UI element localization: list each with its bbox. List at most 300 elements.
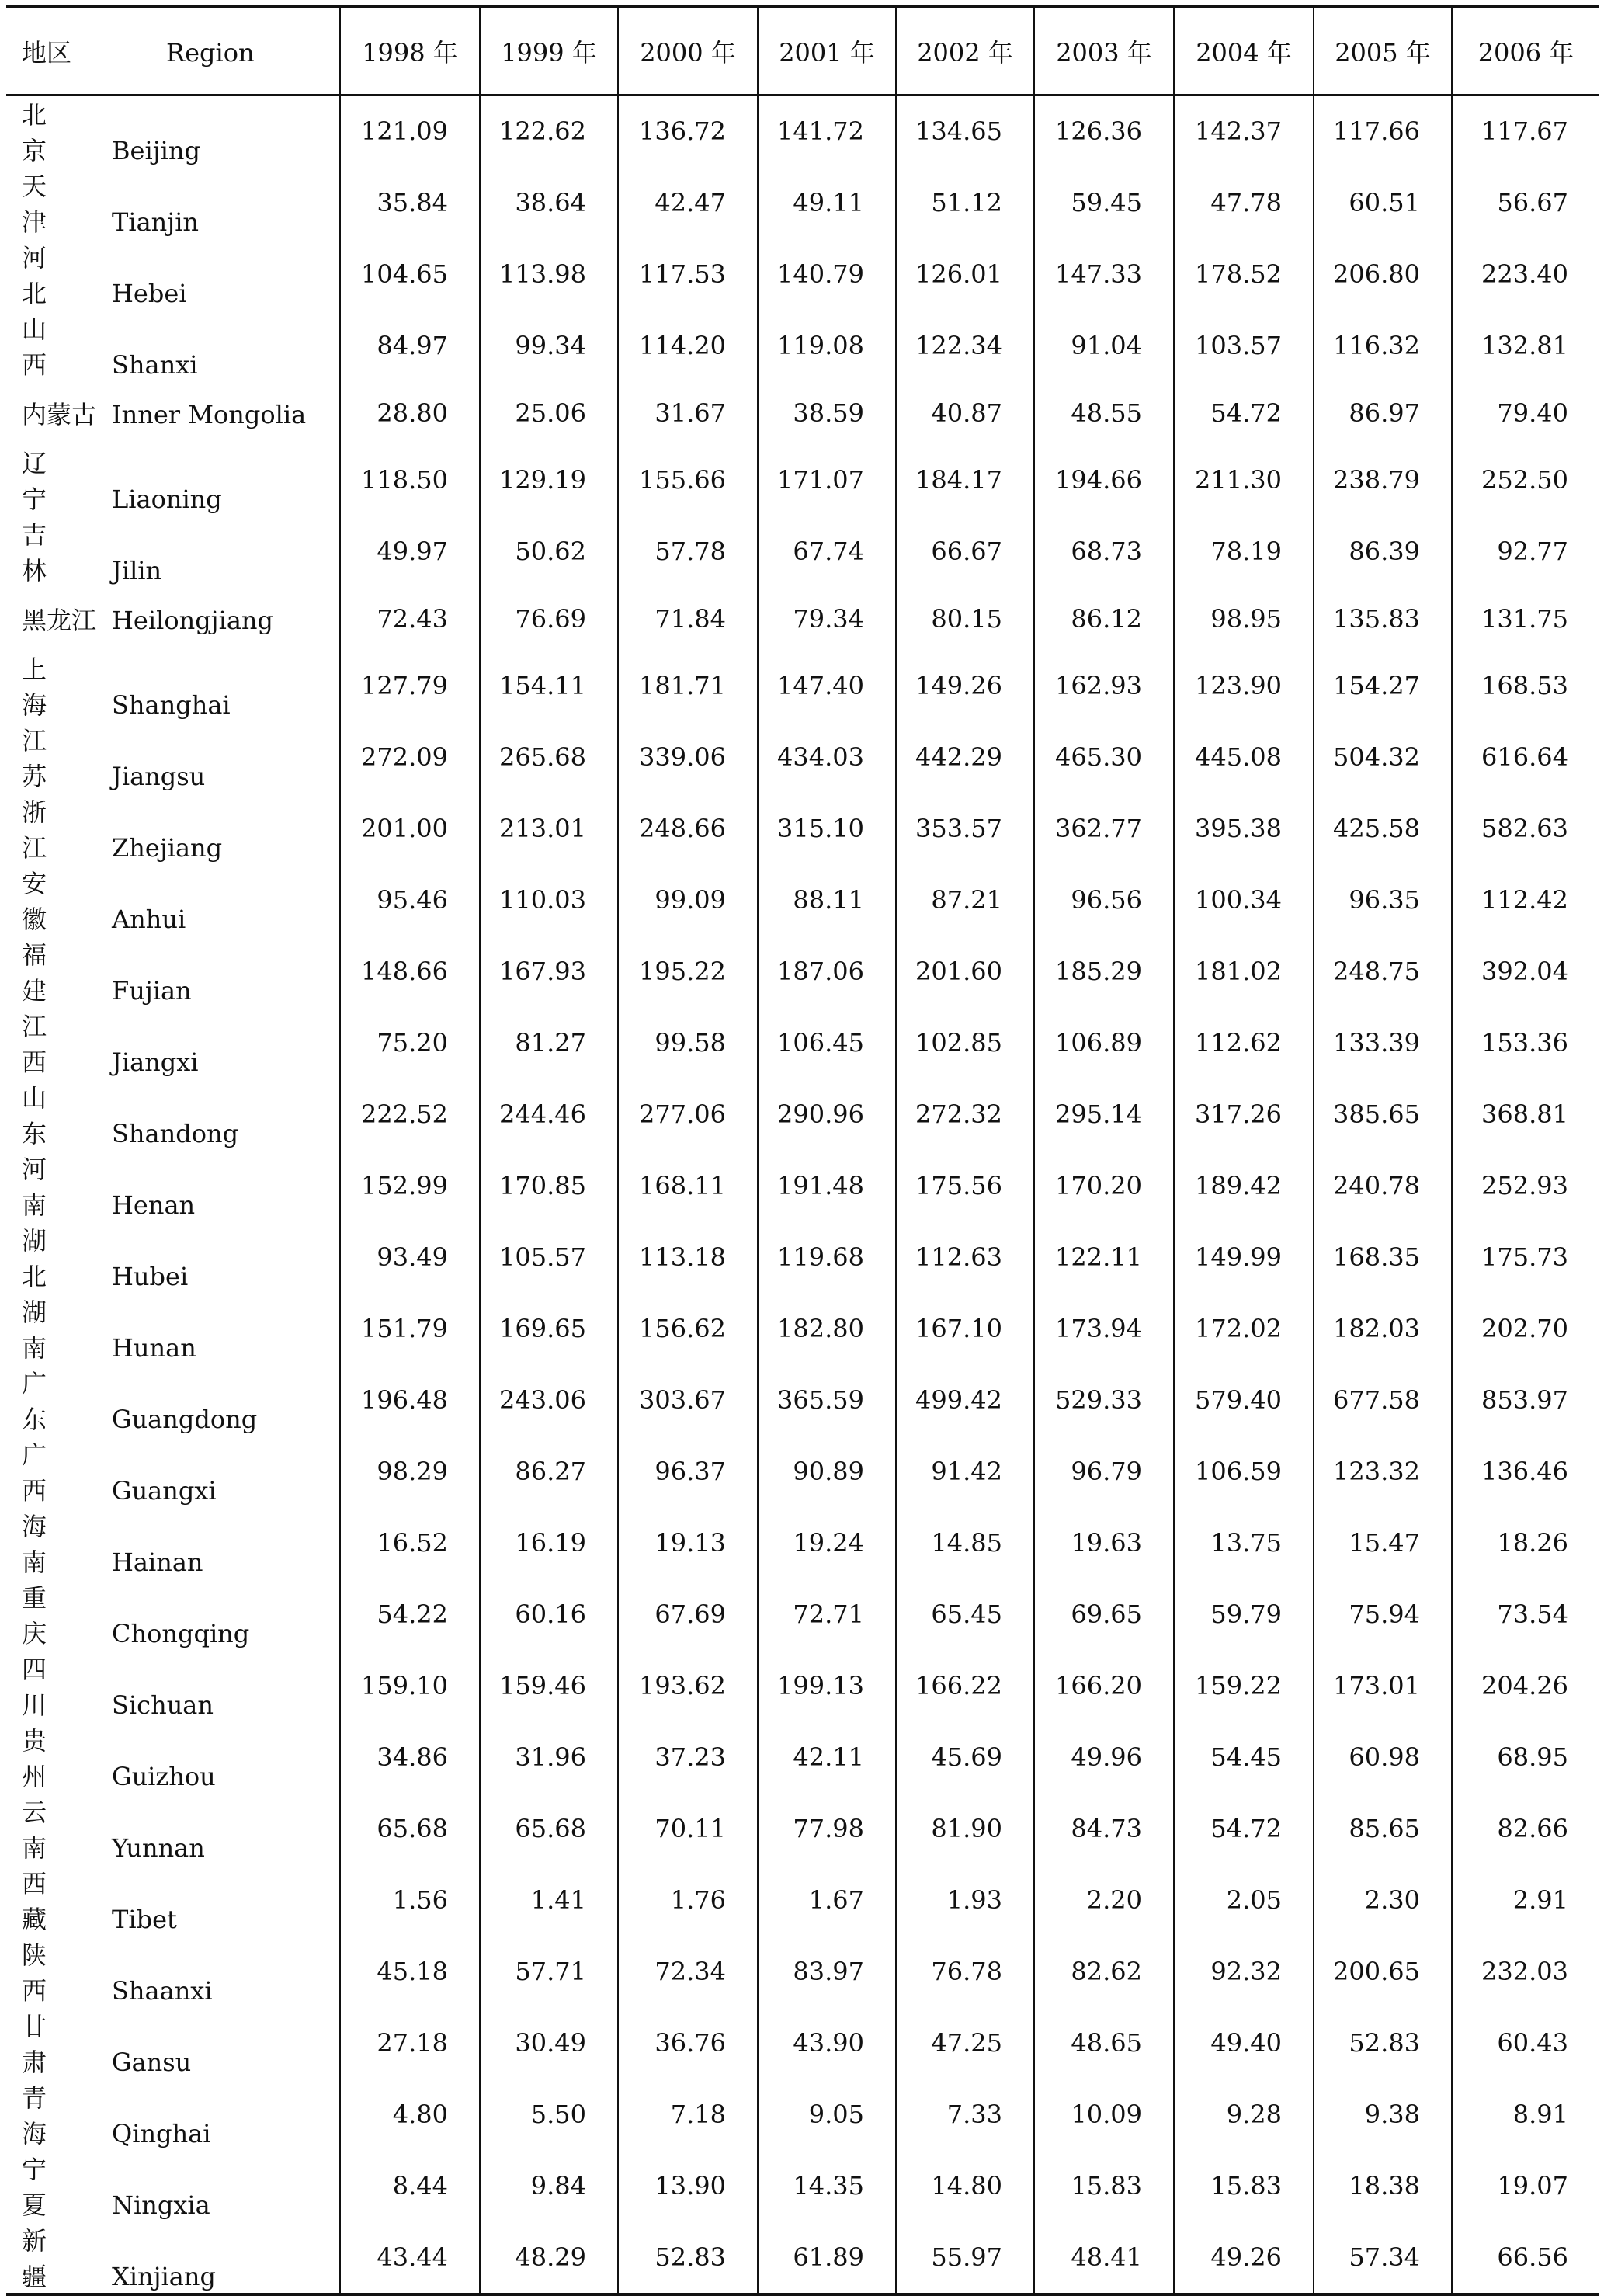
value-cell: 8.44	[340, 2150, 480, 2221]
value-cell: 38.64	[480, 167, 618, 238]
value-cell: 303.67	[618, 1364, 758, 1436]
region-cell	[6, 1150, 340, 1221]
table-row	[6, 650, 1599, 721]
header-year: 2003 年	[1034, 6, 1174, 95]
value-cell: 52.83	[618, 2221, 758, 2294]
value-cell: 133.39	[1314, 1007, 1452, 1079]
value-cell: 86.27	[480, 1436, 618, 1507]
value-cell: 57.34	[1314, 2221, 1452, 2294]
region-name-cn: 海 南	[22, 1512, 68, 1578]
value-cell: 55.97	[896, 2221, 1034, 2294]
value-cell: 49.11	[758, 167, 896, 238]
region-cell	[6, 310, 340, 381]
value-cell: 1.41	[480, 1864, 618, 1936]
region-name-cn: 福 建	[22, 940, 68, 1006]
table-row	[6, 1793, 1599, 1864]
value-cell: 100.34	[1174, 864, 1314, 936]
value-cell: 25.06	[480, 381, 618, 444]
value-cell: 135.83	[1314, 587, 1452, 650]
value-cell: 170.20	[1034, 1150, 1174, 1221]
region-name-en: Guizhou	[112, 1762, 216, 1792]
value-cell: 93.49	[340, 1221, 480, 1293]
value-cell: 126.36	[1034, 95, 1174, 167]
value-cell: 181.02	[1174, 936, 1314, 1007]
value-cell: 16.52	[340, 1507, 480, 1579]
value-cell: 159.46	[480, 1650, 618, 1721]
region-name-cn: 河 南	[22, 1155, 68, 1221]
value-cell: 222.52	[340, 1079, 480, 1150]
value-cell: 52.83	[1314, 2007, 1452, 2079]
value-cell: 122.62	[480, 95, 618, 167]
value-cell: 200.65	[1314, 1936, 1452, 2007]
region-name-en: Hainan	[112, 1547, 203, 1578]
value-cell: 71.84	[618, 587, 758, 650]
value-cell: 66.56	[1452, 2221, 1599, 2294]
region-name-cn: 河 北	[22, 243, 68, 308]
value-cell: 252.50	[1481, 465, 1568, 495]
value-cell: 91.04	[1034, 310, 1174, 381]
value-cell: 79.40	[1497, 398, 1568, 428]
value-cell: 187.06	[758, 936, 896, 1007]
value-cell: 445.08	[1174, 721, 1314, 793]
region-name-en: Jiangxi	[112, 1047, 199, 1078]
region-cell	[6, 721, 340, 793]
region-name-cn: 浙 江	[22, 797, 68, 863]
value-cell: 112.63	[896, 1221, 1034, 1293]
region-cell	[6, 1364, 340, 1436]
value-cell: 167.10	[896, 1293, 1034, 1364]
value-cell: 105.57	[480, 1221, 618, 1293]
value-cell: 1.56	[340, 1864, 480, 1936]
value-cell: 84.73	[1034, 1793, 1174, 1864]
value-cell: 529.33	[1034, 1364, 1174, 1436]
value-cell: 77.98	[758, 1793, 896, 1864]
value-cell: 96.35	[1314, 864, 1452, 936]
region-name-en: Sichuan	[112, 1690, 214, 1721]
region-name-cn: 贵 州	[22, 1726, 68, 1792]
value-cell: 159.10	[340, 1650, 480, 1721]
value-cell: 96.37	[618, 1436, 758, 1507]
value-cell: 155.66	[618, 444, 758, 516]
value-cell: 173.94	[1034, 1293, 1174, 1364]
value-cell: 206.80	[1314, 238, 1452, 310]
value-cell: 50.62	[480, 516, 618, 587]
value-cell: 69.65	[1034, 1579, 1174, 1650]
value-cell: 19.13	[618, 1507, 758, 1579]
value-cell: 173.01	[1314, 1650, 1452, 1721]
value-cell: 82.66	[1497, 1814, 1568, 1844]
region-cell	[6, 95, 340, 167]
value-cell: 290.96	[758, 1079, 896, 1150]
value-cell: 317.26	[1174, 1079, 1314, 1150]
region-cell	[6, 587, 340, 650]
table-row	[6, 1721, 1599, 1793]
table-row	[6, 864, 1599, 936]
value-cell: 2.30	[1314, 1864, 1452, 1936]
table-row	[6, 1650, 1599, 1721]
region-name-cn: 江 西	[22, 1012, 68, 1078]
value-cell: 127.79	[340, 650, 480, 721]
value-cell: 149.26	[896, 650, 1034, 721]
value-cell: 86.12	[1034, 587, 1174, 650]
region-name-en: Guangxi	[112, 1476, 217, 1506]
value-cell: 191.48	[758, 1150, 896, 1221]
region-name-en: Ningxia	[112, 2190, 210, 2221]
value-cell: 99.34	[480, 310, 618, 381]
value-cell: 13.90	[618, 2150, 758, 2221]
region-cell	[6, 2150, 340, 2221]
value-cell: 72.34	[618, 1936, 758, 2007]
value-cell: 9.28	[1174, 2079, 1314, 2150]
region-name-en: Anhui	[112, 905, 186, 935]
value-cell: 80.15	[896, 587, 1034, 650]
value-cell: 167.93	[480, 936, 618, 1007]
value-cell: 19.07	[1497, 2171, 1568, 2201]
value-cell: 60.98	[1314, 1721, 1452, 1793]
value-cell: 54.22	[340, 1579, 480, 1650]
value-cell: 182.03	[1314, 1293, 1452, 1364]
value-cell: 151.79	[340, 1293, 480, 1364]
value-cell: 75.94	[1314, 1579, 1452, 1650]
value-cell: 34.86	[340, 1721, 480, 1793]
value-cell: 149.99	[1174, 1221, 1314, 1293]
value-cell: 232.03	[1481, 1957, 1568, 1987]
region-cell	[6, 1221, 340, 1293]
value-cell: 42.11	[758, 1721, 896, 1793]
value-cell: 315.10	[758, 793, 896, 864]
value-cell: 7.33	[896, 2079, 1034, 2150]
value-cell: 5.50	[480, 2079, 618, 2150]
value-cell: 83.97	[758, 1936, 896, 2007]
value-cell: 579.40	[1174, 1364, 1314, 1436]
value-cell: 175.56	[896, 1150, 1034, 1221]
table-row	[6, 1507, 1599, 1579]
value-cell: 154.27	[1314, 650, 1452, 721]
region-cell	[6, 864, 340, 936]
value-cell: 147.33	[1034, 238, 1174, 310]
value-cell: 57.78	[618, 516, 758, 587]
table-body	[6, 95, 1599, 2294]
value-cell: 72.71	[758, 1579, 896, 1650]
region-name-en: Shandong	[112, 1119, 239, 1149]
value-cell: 117.66	[1314, 95, 1452, 167]
value-cell: 368.81	[1481, 1099, 1568, 1130]
table-row	[6, 587, 1599, 650]
header-year: 2001 年	[758, 6, 896, 95]
value-cell: 76.78	[896, 1936, 1034, 2007]
region-cell	[6, 238, 340, 310]
region-name-cn: 山 西	[22, 314, 68, 380]
header-year: 2004 年	[1174, 6, 1314, 95]
value-cell: 92.32	[1174, 1936, 1314, 2007]
region-name-cn: 宁 夏	[22, 2155, 68, 2221]
region-cell	[6, 1793, 340, 1864]
value-cell: 18.26	[1497, 1528, 1568, 1558]
value-cell: 113.18	[618, 1221, 758, 1293]
value-cell: 223.40	[1481, 259, 1568, 289]
table-row	[6, 721, 1599, 793]
value-cell: 362.77	[1034, 793, 1174, 864]
value-cell: 70.11	[618, 1793, 758, 1864]
value-cell: 499.42	[896, 1364, 1034, 1436]
region-cell	[6, 1650, 340, 1721]
value-cell: 106.89	[1034, 1007, 1174, 1079]
value-cell: 152.99	[340, 1150, 480, 1221]
value-cell: 175.73	[1481, 1242, 1568, 1273]
value-cell: 147.40	[758, 650, 896, 721]
value-cell: 122.11	[1034, 1221, 1174, 1293]
table-row	[6, 1579, 1599, 1650]
table-row	[6, 516, 1599, 587]
region-name-cn: 湖 北	[22, 1226, 68, 1292]
value-cell: 14.35	[758, 2150, 896, 2221]
region-cell	[6, 444, 340, 516]
region-cell	[6, 516, 340, 587]
value-cell: 168.53	[1481, 671, 1568, 701]
value-cell: 9.84	[480, 2150, 618, 2221]
value-cell: 49.26	[1174, 2221, 1314, 2294]
value-cell: 48.41	[1034, 2221, 1174, 2294]
region-cell	[6, 1579, 340, 1650]
region-cell	[6, 1436, 340, 1507]
value-cell: 582.63	[1481, 814, 1568, 844]
value-cell: 47.25	[896, 2007, 1034, 2079]
region-name-cn: 辽 宁	[22, 449, 68, 515]
value-cell: 13.75	[1174, 1507, 1314, 1579]
table-row	[6, 1221, 1599, 1293]
value-cell: 47.78	[1174, 167, 1314, 238]
header-year: 1998 年	[340, 6, 480, 95]
value-cell: 2.05	[1174, 1864, 1314, 1936]
value-cell: 96.79	[1034, 1436, 1174, 1507]
region-cell	[6, 1864, 340, 1936]
value-cell: 65.68	[480, 1793, 618, 1864]
value-cell: 201.60	[896, 936, 1034, 1007]
value-cell: 30.49	[480, 2007, 618, 2079]
region-name-cn: 新 疆	[22, 2226, 68, 2292]
value-cell: 169.65	[480, 1293, 618, 1364]
value-cell: 168.11	[618, 1150, 758, 1221]
region-name-cn: 湖 南	[22, 1297, 68, 1363]
value-cell: 68.95	[1497, 1742, 1568, 1773]
value-cell: 9.38	[1314, 2079, 1452, 2150]
value-cell: 85.65	[1314, 1793, 1452, 1864]
region-name-cn: 广 东	[22, 1369, 68, 1435]
region-cell	[6, 167, 340, 238]
value-cell: 2.20	[1034, 1864, 1174, 1936]
region-name-en: Yunnan	[112, 1833, 205, 1864]
value-cell: 86.39	[1314, 516, 1452, 587]
region-name-en: Gansu	[112, 2048, 192, 2078]
value-cell: 189.42	[1174, 1150, 1314, 1221]
value-cell: 121.09	[340, 95, 480, 167]
value-cell: 65.68	[340, 1793, 480, 1864]
value-cell: 73.54	[1497, 1600, 1568, 1630]
header-region-cn: 地区	[22, 37, 72, 68]
region-cell	[6, 1293, 340, 1364]
value-cell: 272.09	[340, 721, 480, 793]
region-cell	[6, 1507, 340, 1579]
region-name-en: Henan	[112, 1190, 196, 1221]
region-cell	[6, 650, 340, 721]
value-cell: 425.58	[1314, 793, 1452, 864]
region-name-en: Heilongjiang	[112, 605, 273, 635]
region-name-cn: 广 西	[22, 1440, 68, 1506]
region-name-en: Hebei	[112, 279, 187, 308]
value-cell: 252.93	[1481, 1171, 1568, 1201]
value-cell: 1.67	[758, 1864, 896, 1936]
value-cell: 156.62	[618, 1293, 758, 1364]
value-cell: 90.89	[758, 1436, 896, 1507]
value-cell: 277.06	[618, 1079, 758, 1150]
value-cell: 15.83	[1174, 2150, 1314, 2221]
region-cell	[6, 936, 340, 1007]
value-cell: 110.03	[480, 864, 618, 936]
header-year: 2000 年	[618, 6, 758, 95]
value-cell: 148.66	[340, 936, 480, 1007]
header-year: 2002 年	[896, 6, 1034, 95]
value-cell: 395.38	[1174, 793, 1314, 864]
value-cell: 272.32	[896, 1079, 1034, 1150]
value-cell: 1.76	[618, 1864, 758, 1936]
header-region-en: Region	[166, 37, 255, 68]
table-header	[6, 6, 1599, 95]
value-cell: 196.48	[340, 1364, 480, 1436]
value-cell: 37.23	[618, 1721, 758, 1793]
value-cell: 178.52	[1174, 238, 1314, 310]
value-cell: 142.37	[1174, 95, 1314, 167]
value-cell: 43.90	[758, 2007, 896, 2079]
value-cell: 132.81	[1481, 331, 1568, 360]
value-cell: 117.53	[618, 238, 758, 310]
region-name-en: Shaanxi	[112, 1976, 213, 2006]
value-cell: 170.85	[480, 1150, 618, 1221]
region-name-cn: 青 海	[22, 2083, 68, 2149]
value-cell: 134.65	[896, 95, 1034, 167]
value-cell: 19.63	[1034, 1507, 1174, 1579]
value-cell: 67.69	[618, 1579, 758, 1650]
value-cell: 184.17	[896, 444, 1034, 516]
value-cell: 385.65	[1314, 1079, 1452, 1150]
value-cell: 131.75	[1481, 603, 1568, 634]
value-cell: 123.90	[1174, 650, 1314, 721]
value-cell: 56.67	[1497, 188, 1568, 217]
table-row	[6, 2221, 1599, 2294]
region-name-en: Jilin	[112, 556, 162, 586]
value-cell: 82.62	[1034, 1936, 1174, 2007]
value-cell: 114.20	[618, 310, 758, 381]
value-cell: 51.12	[896, 167, 1034, 238]
region-name-en: Chongqing	[112, 1619, 250, 1649]
value-cell: 339.06	[618, 721, 758, 793]
value-cell: 18.38	[1314, 2150, 1452, 2221]
value-cell: 136.46	[1481, 1457, 1568, 1487]
table-row	[6, 381, 1599, 444]
value-cell: 57.71	[480, 1936, 618, 2007]
table-row	[6, 1293, 1599, 1364]
region-name-en: Hunan	[112, 1333, 196, 1363]
region-cell	[6, 2007, 340, 2079]
value-cell: 123.32	[1314, 1436, 1452, 1507]
value-cell: 36.76	[618, 2007, 758, 2079]
table-row	[6, 444, 1599, 516]
value-cell: 38.59	[758, 381, 896, 444]
value-cell: 54.45	[1174, 1721, 1314, 1793]
value-cell: 14.80	[896, 2150, 1034, 2221]
region-name-en: Zhejiang	[112, 833, 223, 863]
region-name-cn: 陕 西	[22, 1940, 68, 2006]
value-cell: 392.04	[1481, 957, 1568, 987]
value-cell: 112.62	[1174, 1007, 1314, 1079]
value-cell: 79.34	[758, 587, 896, 650]
value-cell: 616.64	[1481, 742, 1568, 773]
value-cell: 182.80	[758, 1293, 896, 1364]
region-name-cn: 安 徽	[22, 869, 68, 935]
value-cell: 172.02	[1174, 1293, 1314, 1364]
value-cell: 106.45	[758, 1007, 896, 1079]
region-name-en: Beijing	[112, 136, 200, 165]
region-name-cn: 内蒙古	[22, 399, 97, 429]
value-cell: 88.11	[758, 864, 896, 936]
value-cell: 7.18	[618, 2079, 758, 2150]
value-cell: 106.59	[1174, 1436, 1314, 1507]
value-cell: 78.19	[1174, 516, 1314, 587]
value-cell: 40.87	[896, 381, 1034, 444]
value-cell: 181.71	[618, 650, 758, 721]
value-cell: 49.40	[1174, 2007, 1314, 2079]
value-cell: 119.08	[758, 310, 896, 381]
value-cell: 27.18	[340, 2007, 480, 2079]
region-name-en: Tianjin	[112, 207, 200, 237]
region-name-en: Shanxi	[112, 350, 198, 380]
value-cell: 122.34	[896, 310, 1034, 381]
value-cell: 87.21	[896, 864, 1034, 936]
region-name-cn: 云 南	[22, 1798, 68, 1864]
value-cell: 213.01	[480, 793, 618, 864]
value-cell: 116.32	[1314, 310, 1452, 381]
region-name-cn: 山 东	[22, 1083, 68, 1149]
value-cell: 61.89	[758, 2221, 896, 2294]
value-cell: 43.44	[340, 2221, 480, 2294]
value-cell: 9.05	[758, 2079, 896, 2150]
table-row	[6, 1079, 1599, 1150]
region-name-en: Qinghai	[112, 2119, 211, 2149]
value-cell: 8.91	[1512, 2100, 1568, 2130]
table-row	[6, 936, 1599, 1007]
value-cell: 102.85	[896, 1007, 1034, 1079]
region-cell	[6, 1721, 340, 1793]
value-cell: 159.22	[1174, 1650, 1314, 1721]
value-cell: 465.30	[1034, 721, 1174, 793]
value-cell: 92.77	[1497, 537, 1568, 567]
value-cell: 86.97	[1314, 381, 1452, 444]
value-cell: 72.43	[340, 587, 480, 650]
value-cell: 16.19	[480, 1507, 618, 1579]
value-cell: 153.36	[1481, 1028, 1568, 1058]
region-cell	[6, 1936, 340, 2007]
region-cell	[6, 2079, 340, 2150]
value-cell: 103.57	[1174, 310, 1314, 381]
table-row	[6, 95, 1599, 167]
value-cell: 95.46	[340, 864, 480, 936]
value-cell: 136.72	[618, 95, 758, 167]
region-name-cn: 重 庆	[22, 1583, 68, 1649]
region-name-cn: 天 津	[22, 172, 68, 237]
value-cell: 171.07	[758, 444, 896, 516]
value-cell: 853.97	[1481, 1385, 1568, 1415]
value-cell: 166.22	[896, 1650, 1034, 1721]
data-table-container	[6, 5, 1599, 2296]
